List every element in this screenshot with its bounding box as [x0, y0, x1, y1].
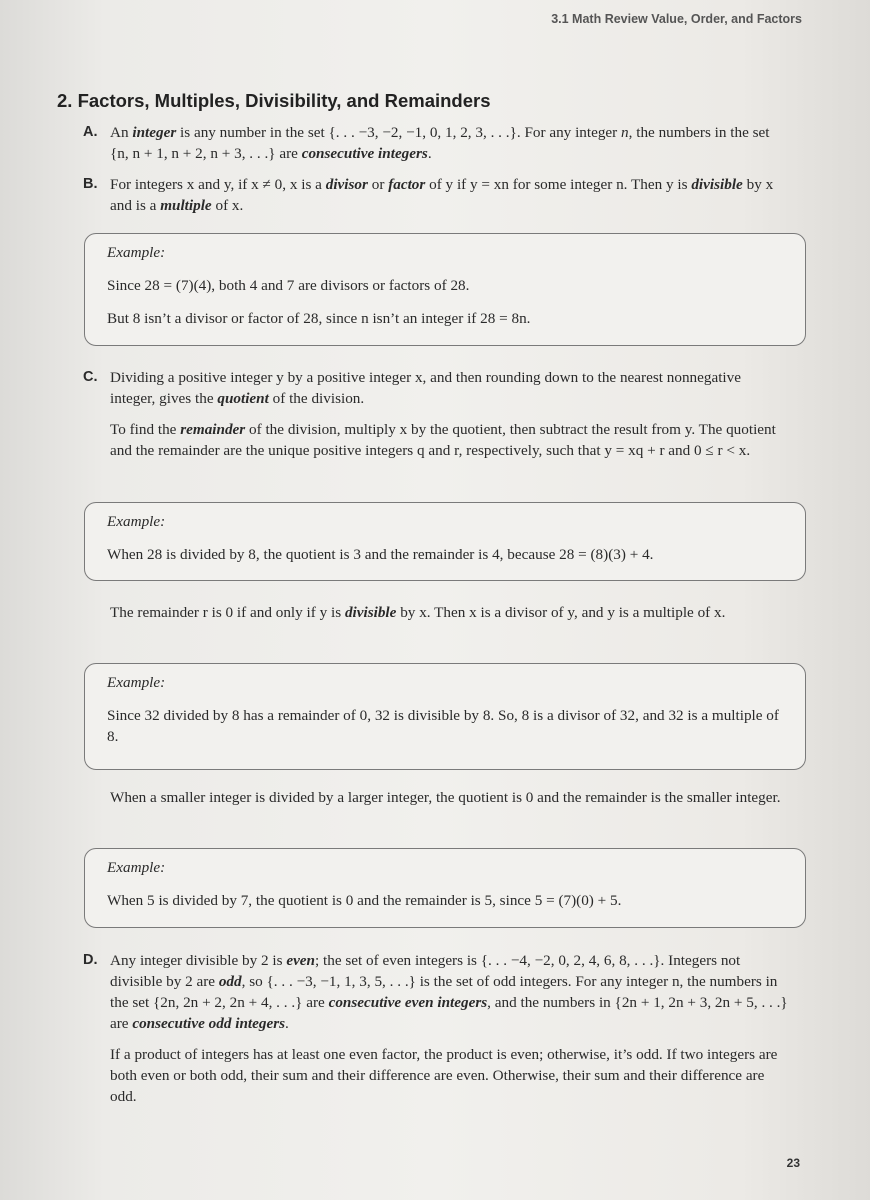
example-line: When 5 is divided by 7, the quotient is 0 and the remainder is 5, since 5 = (7)(0) + 5. — [107, 892, 622, 909]
item-b-text: For integers x and y, if x ≠ 0, x is a divisor or factor of y if y = xn for some integer n. Then y is divisible by x and is a multiple of x. — [110, 176, 774, 214]
term-factor: factor — [388, 176, 426, 193]
item-c-paragraph-2: To find the remainder of the division, multiply x by the quotient, then subtract the result from y. The quotient and the remainder are the unique positive integers q and r, respectively, such that y = xq + r and 0 ≤ r < x. — [110, 421, 776, 459]
term-consecutive-integers: consecutive integers — [301, 145, 428, 162]
item-d-label: D. — [83, 952, 98, 968]
term-divisible: divisible — [344, 604, 397, 621]
item-d — [83, 950, 790, 1107]
item-c — [83, 367, 790, 461]
example-line: Since 28 = (7)(4), both 4 and 7 are divisors or factors of 28. — [107, 277, 470, 294]
item-c-paragraph-1: Dividing a positive integer y by a positive integer x, and then rounding down to the nearest nonnegative integer, gives the quotient of the division. — [110, 369, 741, 407]
example-line: Since 32 divided by 8 has a remainder of 0, 32 is divisible by 8. So, 8 is a divisor of 32, and 32 is a multiple of 8. — [107, 707, 779, 745]
example-label: Example: — [107, 674, 166, 691]
example-box — [84, 502, 806, 581]
term-multiple: multiple — [160, 197, 212, 214]
example-box — [84, 233, 806, 346]
item-a-label: A. — [83, 124, 98, 140]
item-c-paragraph-3: The remainder r is 0 if and only if y is divisible by x. Then x is a divisor of y, and y is a multiple of x. — [110, 604, 726, 621]
item-d-paragraph-2: If a product of integers has at least one even factor, the product is even; otherwise, it’s odd. If two integers are both even or both odd, their sum and their difference are even. Otherwise, their sum and their difference are odd. — [110, 1046, 778, 1105]
example-line: But 8 isn’t a divisor or factor of 28, since n isn’t an integer if 28 = 8n. — [107, 310, 531, 327]
item-a-text: An integer is any number in the set {. . . −3, −2, −1, 0, 1, 2, 3, . . .}. For any integer n, the numbers in the set {n, n + 1, n + 2, n + 3, . . .} are consecutive integers. — [110, 124, 770, 162]
item-d-paragraph-1: Any integer divisible by 2 is even; the set of even integers is {. . . −4, −2, 0, 2, 4, 6, 8, . . .}. Integers not divisible by 2 are odd, so {. . . −3, −1, 1, 3, 5, . . .} is the set of odd integers. For any integer n, the numbers in the set {2n, 2n + 2, 2n + 4, . . .} are consecutive even integers, and the numbers in {2n + 1, 2n + 3, 2n + 5, . . .} are consecutive odd integers. — [110, 952, 788, 1032]
example-line: When 28 is divided by 8, the quotient is 3 and the remainder is 4, because 28 = (8)(3) + 4. — [107, 546, 654, 563]
term-consecutive-odd-integers: consecutive odd integers — [132, 1015, 286, 1032]
term-integer: integer — [132, 124, 177, 141]
example-label: Example: — [107, 244, 166, 261]
running-head: 3.1 Math Review Value, Order, and Factors — [551, 12, 802, 26]
term-quotient: quotient — [217, 390, 269, 407]
example-box — [84, 663, 806, 770]
example-label: Example: — [107, 513, 166, 530]
item-b-label: B. — [83, 176, 98, 192]
term-consecutive-even-integers: consecutive even integers — [328, 994, 488, 1011]
item-b — [83, 174, 790, 216]
term-divisible: divisible — [691, 176, 743, 193]
term-even: even — [286, 952, 315, 969]
example-box — [84, 848, 806, 928]
term-divisor: divisor — [325, 176, 368, 193]
section-title: 2. Factors, Multiples, Divisibility, and Remainders — [57, 90, 491, 111]
example-label: Example: — [107, 859, 166, 876]
term-remainder: remainder — [180, 421, 246, 438]
page-number: 23 — [786, 1156, 800, 1170]
item-c-paragraph-4: When a smaller integer is divided by a larger integer, the quotient is 0 and the remainder is the smaller integer. — [110, 789, 781, 806]
term-odd: odd — [218, 973, 242, 990]
item-c-label: C. — [83, 369, 98, 385]
item-a — [83, 122, 790, 164]
